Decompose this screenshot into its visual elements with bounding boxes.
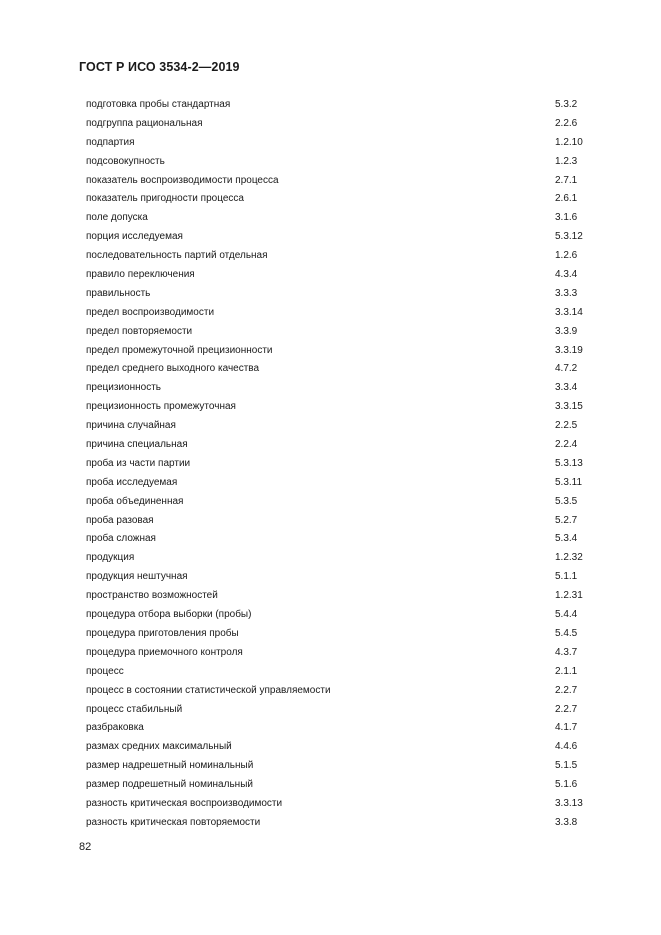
index-entry bbox=[86, 247, 586, 266]
index-entry bbox=[86, 493, 586, 512]
index-term: проба сложная bbox=[86, 533, 156, 545]
index-term: прецизионность bbox=[86, 382, 161, 394]
index-reference: 4.3.7 bbox=[555, 646, 578, 658]
index-reference: 5.2.7 bbox=[555, 514, 578, 526]
index-reference: 5.3.11 bbox=[555, 476, 583, 488]
index-reference: 1.2.31 bbox=[555, 590, 583, 602]
index-reference: 2.2.4 bbox=[555, 439, 578, 451]
index-reference: 1.2.10 bbox=[555, 136, 583, 148]
index-reference: 5.4.5 bbox=[555, 627, 578, 639]
index-reference: 4.7.2 bbox=[555, 363, 578, 375]
index-entry bbox=[86, 379, 586, 398]
index-entry bbox=[86, 701, 586, 720]
index-entry bbox=[86, 587, 586, 606]
index-term: процесс в состоянии статистической управляемости bbox=[86, 684, 331, 696]
index-entry bbox=[86, 455, 586, 474]
index-term: проба разовая bbox=[86, 514, 154, 526]
index-reference: 5.1.5 bbox=[555, 760, 578, 772]
index-reference: 5.3.13 bbox=[555, 457, 583, 469]
index-term: продукция нештучная bbox=[86, 571, 188, 583]
index-entry bbox=[86, 172, 586, 191]
index-reference: 2.1.1 bbox=[555, 665, 578, 677]
index-reference: 3.3.9 bbox=[555, 325, 578, 337]
index-reference: 5.4.4 bbox=[555, 609, 578, 621]
index-entry bbox=[86, 795, 586, 814]
index-term: размер надрешетный номинальный bbox=[86, 760, 254, 772]
index-term: процедура приготовления пробы bbox=[86, 627, 239, 639]
index-reference: 3.3.8 bbox=[555, 816, 578, 828]
index-entry bbox=[86, 530, 586, 549]
index-entry bbox=[86, 96, 586, 115]
index-term: проба объединенная bbox=[86, 495, 184, 507]
index-reference: 1.2.3 bbox=[555, 155, 578, 167]
index-entry bbox=[86, 209, 586, 228]
index-entry bbox=[86, 757, 586, 776]
index-reference: 3.3.15 bbox=[555, 401, 583, 413]
page-number: 82 bbox=[79, 841, 92, 853]
index-entry bbox=[86, 398, 586, 417]
index-entry bbox=[86, 115, 586, 134]
index-entry bbox=[86, 228, 586, 247]
index-reference: 3.1.6 bbox=[555, 212, 578, 224]
index-reference: 5.3.4 bbox=[555, 533, 578, 545]
index-term: проба исследуемая bbox=[86, 476, 178, 488]
alphabetical-index bbox=[86, 96, 586, 833]
index-reference: 3.3.3 bbox=[555, 287, 578, 299]
index-entry bbox=[86, 436, 586, 455]
index-reference: 4.3.4 bbox=[555, 269, 578, 281]
index-term: правило переключения bbox=[86, 269, 195, 281]
index-term: проба из части партии bbox=[86, 457, 191, 469]
index-term: подгруппа рациональная bbox=[86, 117, 203, 129]
index-term: процесс bbox=[86, 665, 124, 677]
index-entry bbox=[86, 814, 586, 833]
index-term: размер подрешетный номинальный bbox=[86, 779, 253, 791]
index-term: разбраковка bbox=[86, 722, 144, 734]
index-reference: 2.2.7 bbox=[555, 684, 578, 696]
index-reference: 1.2.6 bbox=[555, 250, 578, 262]
index-term: прецизионность промежуточная bbox=[86, 401, 236, 413]
index-term: предел повторяемости bbox=[86, 325, 193, 337]
index-reference: 4.4.6 bbox=[555, 741, 578, 753]
index-entry bbox=[86, 190, 586, 209]
index-term: продукция bbox=[86, 552, 135, 564]
index-entry bbox=[86, 134, 586, 153]
index-term: размах средних максимальный bbox=[86, 741, 232, 753]
index-entry bbox=[86, 323, 586, 342]
index-entry bbox=[86, 474, 586, 493]
index-entry bbox=[86, 606, 586, 625]
index-entry bbox=[86, 285, 586, 304]
index-reference: 5.3.12 bbox=[555, 231, 583, 243]
index-entry bbox=[86, 266, 586, 285]
index-term: предел промежуточной прецизионности bbox=[86, 344, 273, 356]
index-reference: 2.6.1 bbox=[555, 193, 578, 205]
index-term: процедура приемочного контроля bbox=[86, 646, 243, 658]
index-term: предел среднего выходного качества bbox=[86, 363, 260, 375]
index-entry bbox=[86, 625, 586, 644]
index-term: процедура отбора выборки (пробы) bbox=[86, 609, 252, 621]
index-term: пространство возможностей bbox=[86, 590, 218, 602]
index-term: причина специальная bbox=[86, 439, 188, 451]
index-term: поле допуска bbox=[86, 212, 148, 224]
index-entry bbox=[86, 719, 586, 738]
index-term: порция исследуемая bbox=[86, 231, 183, 243]
index-term: процесс стабильный bbox=[86, 703, 183, 715]
index-entry bbox=[86, 342, 586, 361]
index-term: показатель пригодности процесса bbox=[86, 193, 244, 205]
index-term: подсовокупность bbox=[86, 155, 165, 167]
index-entry bbox=[86, 512, 586, 531]
index-reference: 5.1.6 bbox=[555, 779, 578, 791]
index-term: правильность bbox=[86, 287, 151, 299]
index-reference: 2.2.7 bbox=[555, 703, 578, 715]
index-reference: 4.1.7 bbox=[555, 722, 578, 734]
index-term: причина случайная bbox=[86, 420, 176, 432]
index-term: подпартия bbox=[86, 136, 135, 148]
index-entry bbox=[86, 549, 586, 568]
index-entry bbox=[86, 417, 586, 436]
index-reference: 2.2.5 bbox=[555, 420, 578, 432]
index-reference: 5.3.5 bbox=[555, 495, 578, 507]
index-term: подготовка пробы стандартная bbox=[86, 99, 231, 110]
index-entry bbox=[86, 738, 586, 757]
index-reference: 2.2.6 bbox=[555, 117, 578, 129]
index-reference: 3.3.13 bbox=[555, 797, 583, 809]
index-entry bbox=[86, 360, 586, 379]
index-reference: 3.3.4 bbox=[555, 382, 578, 394]
index-reference: 3.3.14 bbox=[555, 306, 583, 318]
index-term: предел воспроизводимости bbox=[86, 306, 215, 318]
index-entry bbox=[86, 304, 586, 323]
index-reference: 3.3.19 bbox=[555, 344, 583, 356]
index-reference: 5.3.2 bbox=[555, 99, 578, 110]
document-header: ГОСТ Р ИСО 3534-2—2019 bbox=[79, 60, 240, 74]
index-term: последовательность партий отдельная bbox=[86, 250, 268, 262]
index-entry bbox=[86, 644, 586, 663]
index-entry bbox=[86, 682, 586, 701]
index-reference: 1.2.32 bbox=[555, 552, 583, 564]
index-entry bbox=[86, 568, 586, 587]
index-term: разность критическая воспроизводимости bbox=[86, 797, 283, 809]
index-entry bbox=[86, 663, 586, 682]
index-reference: 2.7.1 bbox=[555, 174, 578, 186]
index-entry bbox=[86, 153, 586, 172]
index-entry bbox=[86, 776, 586, 795]
index-term: показатель воспроизводимости процесса bbox=[86, 174, 279, 186]
index-reference: 5.1.1 bbox=[555, 571, 578, 583]
index-term: разность критическая повторяемости bbox=[86, 816, 261, 828]
